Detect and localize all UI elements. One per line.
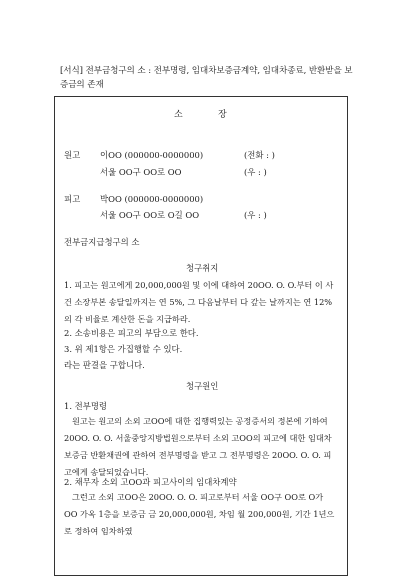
claim-item-3: 3. 위 제1항은 가집행할 수 있다. (64, 344, 183, 354)
claim-item-1: 1. 피고는 원고에게 20,000,000원 및 이에 대하여 20OO. O. O.부터 이 사건 소장부본 송달일까지는 연 5%, 그 다음날부터 다 갚는 날까지는 연 12%의 각 비율로 계산한 돈을 지급하라. (64, 280, 334, 324)
claim-closing: 라는 판결을 구합니다. (64, 360, 145, 370)
cause-1-body: 원고는 원고의 소외 고OO에 대한 집행력있는 공정증서의 정본에 기하여 20OO. O. O. 서울중앙지방법원으로부터 소외 고OO의 피고에 대한 임대차보증금 반환채권에 관하여 전부명령을 받고 그 전부명령은 20OO. O. O. 피고에게 송달되었습니다. (64, 416, 332, 477)
defendant-address: 서울 OO구 OO로 O길 OO (100, 210, 200, 220)
case-name: 전부금지급청구의 소 (64, 237, 140, 247)
plaintiff-role: 원고 (64, 150, 81, 160)
doc-title-right: 장 (218, 110, 227, 120)
plaintiff-name: 이OO (000000-0000000) (100, 150, 204, 160)
plaintiff-zip: (우 : ) (244, 167, 267, 177)
cause-2-body: 그런고 소외 고OO은 20OO. O. O. 피고로부터 서울 OO구 OO로 O가 OO 가옥 1층을 보증금 금 20,000,000원, 차임 월 200,000원, 기간 1년으로 정하여 임차하였 (64, 492, 335, 536)
plaintiff-address: 서울 OO구 OO로 OO (100, 167, 182, 177)
claim-item-2: 2. 소송비용은 피고의 부담으로 한다. (64, 328, 199, 338)
defendant-role: 피고 (64, 194, 81, 204)
defendant-zip: (우 : ) (244, 210, 267, 220)
form-caption: [서식] 전부금청구의 소 : 전부명령, 임대차보증금계약, 임대차종료, 반환받을 보증금의 존재 (60, 66, 353, 90)
defendant-name: 박OO (000000-0000000) (100, 194, 204, 204)
cause-2-heading: 2. 채무자 소외 고OO과 피고사이의 임대차계약 (64, 477, 237, 487)
plaintiff-phone: (전화 : ) (244, 150, 275, 160)
claim-heading: 청구취지 (186, 263, 219, 273)
cause-heading: 청구원인 (186, 381, 219, 391)
doc-title-left: 소 (174, 110, 183, 120)
cause-1-heading: 1. 전부명령 (64, 401, 108, 411)
